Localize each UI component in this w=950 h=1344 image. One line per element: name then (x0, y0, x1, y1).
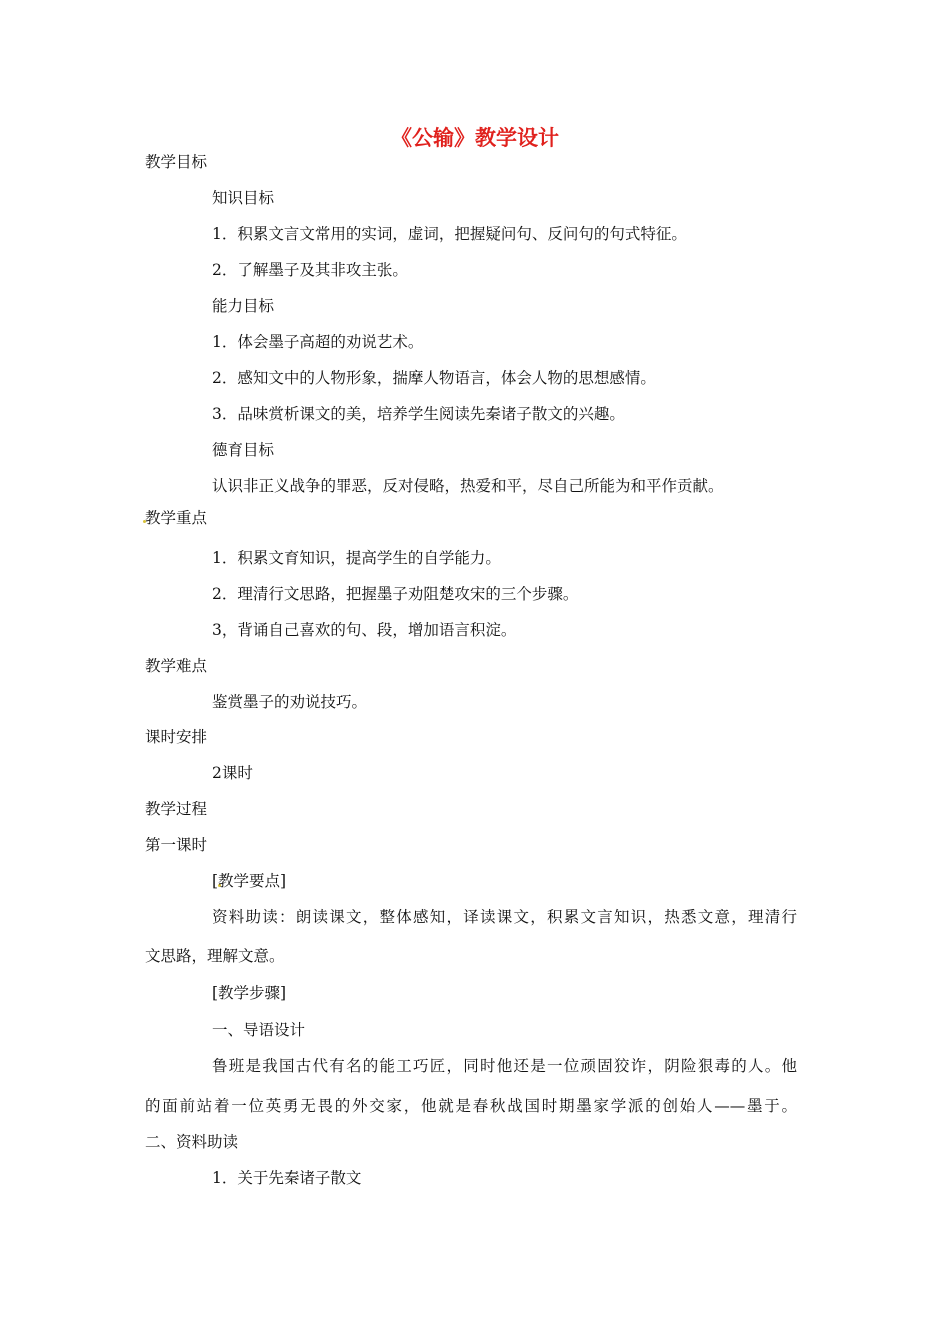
ability-goal-1: 1．体会墨子高超的劝说艺术。 (212, 333, 424, 351)
schedule-text: 2课时 (212, 764, 253, 782)
step-one-heading: 一、导语设计 (212, 1021, 306, 1039)
teaching-points-text-2: 文思路，理解文意。 (145, 947, 285, 965)
teaching-points-text-1: 资料助读：朗读课文，整体感知，译读课文，积累文言知识，热悉文意，理清行 (212, 908, 797, 926)
key-point-3: 3，背诵自己喜欢的句、段，增加语言积淀。 (212, 621, 517, 639)
key-point-2: 2．理清行文思路，把握墨子劝阻楚攻宋的三个步骤。 (212, 585, 579, 603)
key-point-1: 1．积累文育知识，提高学生的自学能力。 (212, 549, 501, 567)
teaching-points-label: [教学要点] (212, 872, 287, 890)
subheading-knowledge-goals: 知识目标 (212, 189, 275, 207)
step-two-heading: 二、资料助读 (145, 1133, 239, 1151)
moral-goal-text: 认识非正义战争的罪恶，反对侵略，热爱和平，尽自己所能为和平作贡献。 (212, 477, 724, 495)
document-title: 《公输》教学设计 (391, 126, 559, 150)
knowledge-goal-2: 2．了解墨子及其非攻主张。 (212, 261, 408, 279)
subheading-moral-goals: 德育目标 (212, 441, 275, 459)
heading-key-points: 教学重点 (145, 509, 208, 527)
step-one-text-2: 的面前站着一位英勇无畏的外交家，他就是春秋战国时期墨家学派的创始人——墨于。 (145, 1097, 797, 1115)
teaching-steps-label: [教学步骤] (212, 984, 287, 1002)
heading-difficulties: 教学难点 (145, 657, 208, 675)
step-two-item-1: 1．关于先秦诸子散文 (212, 1169, 362, 1187)
heading-schedule: 课时安排 (145, 728, 208, 746)
difficulty-text: 鉴赏墨子的劝说技巧。 (212, 693, 368, 711)
heading-first-lesson: 第一课时 (145, 836, 208, 854)
ability-goal-3: 3．品味赏析课文的美，培养学生阅读先秦诸子散文的兴趣。 (212, 405, 625, 423)
heading-teaching-goals: 教学目标 (145, 153, 208, 171)
knowledge-goal-1: 1．积累文言文常用的实词，虚词，把握疑问句、反问句的句式特征。 (212, 225, 687, 243)
step-one-text-1: 鲁班是我国古代有名的能工巧匠，同时他还是一位顽固狡诈，阴险狠毒的人。他 (212, 1057, 797, 1075)
subheading-ability-goals: 能力目标 (212, 297, 275, 315)
ability-goal-2: 2．感知文中的人物形象，揣摩人物语言，体会人物的思想感情。 (212, 369, 656, 387)
heading-process: 教学过程 (145, 800, 208, 818)
